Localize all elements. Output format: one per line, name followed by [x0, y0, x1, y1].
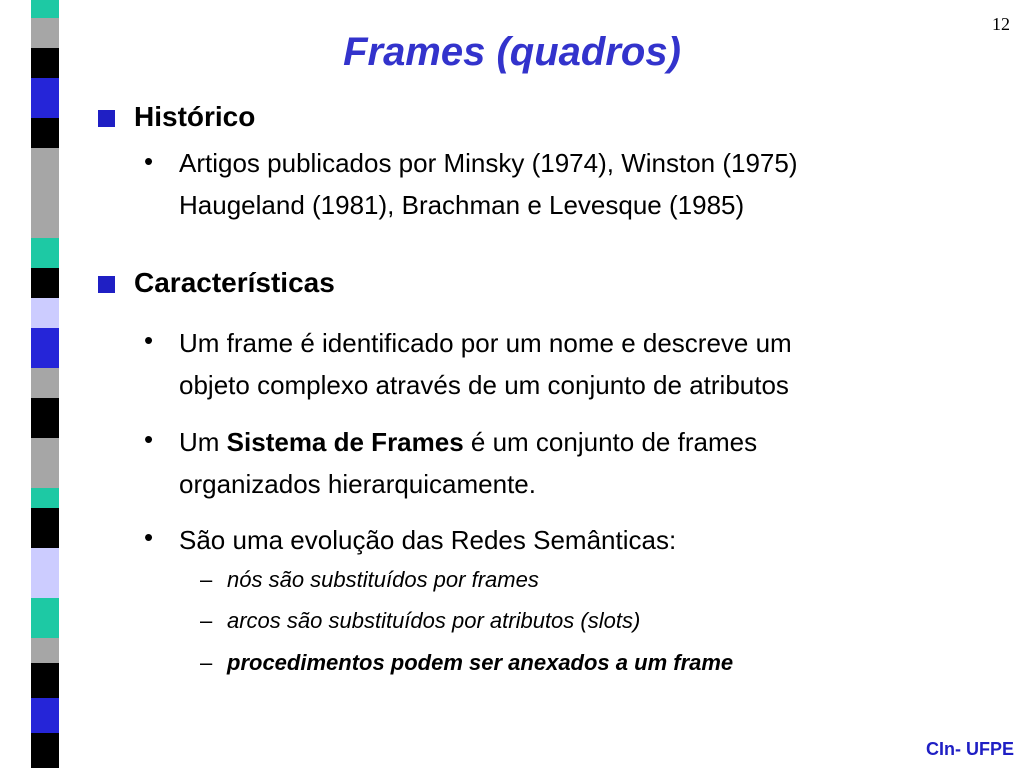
bullet-dot-icon: •: [144, 424, 154, 454]
bullet-text-post: é um conjunto de frames: [463, 427, 758, 457]
bullet-line: [179, 421, 757, 463]
footer-label: CIn- UFPE: [926, 739, 1014, 759]
section-heading: Características: [134, 267, 335, 298]
sub-item: procedimentos podem ser anexados a um frame: [227, 650, 734, 675]
dash-bullet-icon: –: [200, 608, 213, 633]
bullet-line: objeto complexo através de um conjunto de atributos: [179, 370, 789, 400]
bullet-dot-icon: •: [144, 522, 154, 552]
dash-bullet-icon: –: [200, 650, 213, 675]
bullet-dot-icon: •: [144, 325, 154, 355]
section-heading: Histórico: [134, 101, 256, 132]
bullet-line: organizados hierarquicamente.: [179, 469, 536, 499]
bullet-line: Um frame é identificado por um nome e descreve um: [179, 328, 792, 358]
sub-item: arcos são substituídos por atributos (slots): [227, 608, 641, 633]
slide-title: Frames (quadros): [343, 30, 681, 74]
square-bullet-icon: [98, 276, 115, 293]
bullet-text-bold: Sistema de Frames: [226, 427, 464, 457]
bullet-text-pre: Um: [179, 427, 227, 457]
bullet-line: Artigos publicados por Minsky (1974), Winston (1975): [179, 148, 798, 178]
dash-bullet-icon: –: [200, 567, 213, 592]
decorative-stripe: [0, 0, 72, 768]
bullet-line: São uma evolução das Redes Semânticas:: [179, 525, 677, 555]
bullet-dot-icon: •: [144, 146, 154, 176]
sub-item: nós são substituídos por frames: [227, 567, 539, 592]
bullet-line: Haugeland (1981), Brachman e Levesque (1985): [179, 190, 745, 220]
square-bullet-icon: [98, 110, 115, 127]
slide-number: 12: [992, 14, 1010, 34]
